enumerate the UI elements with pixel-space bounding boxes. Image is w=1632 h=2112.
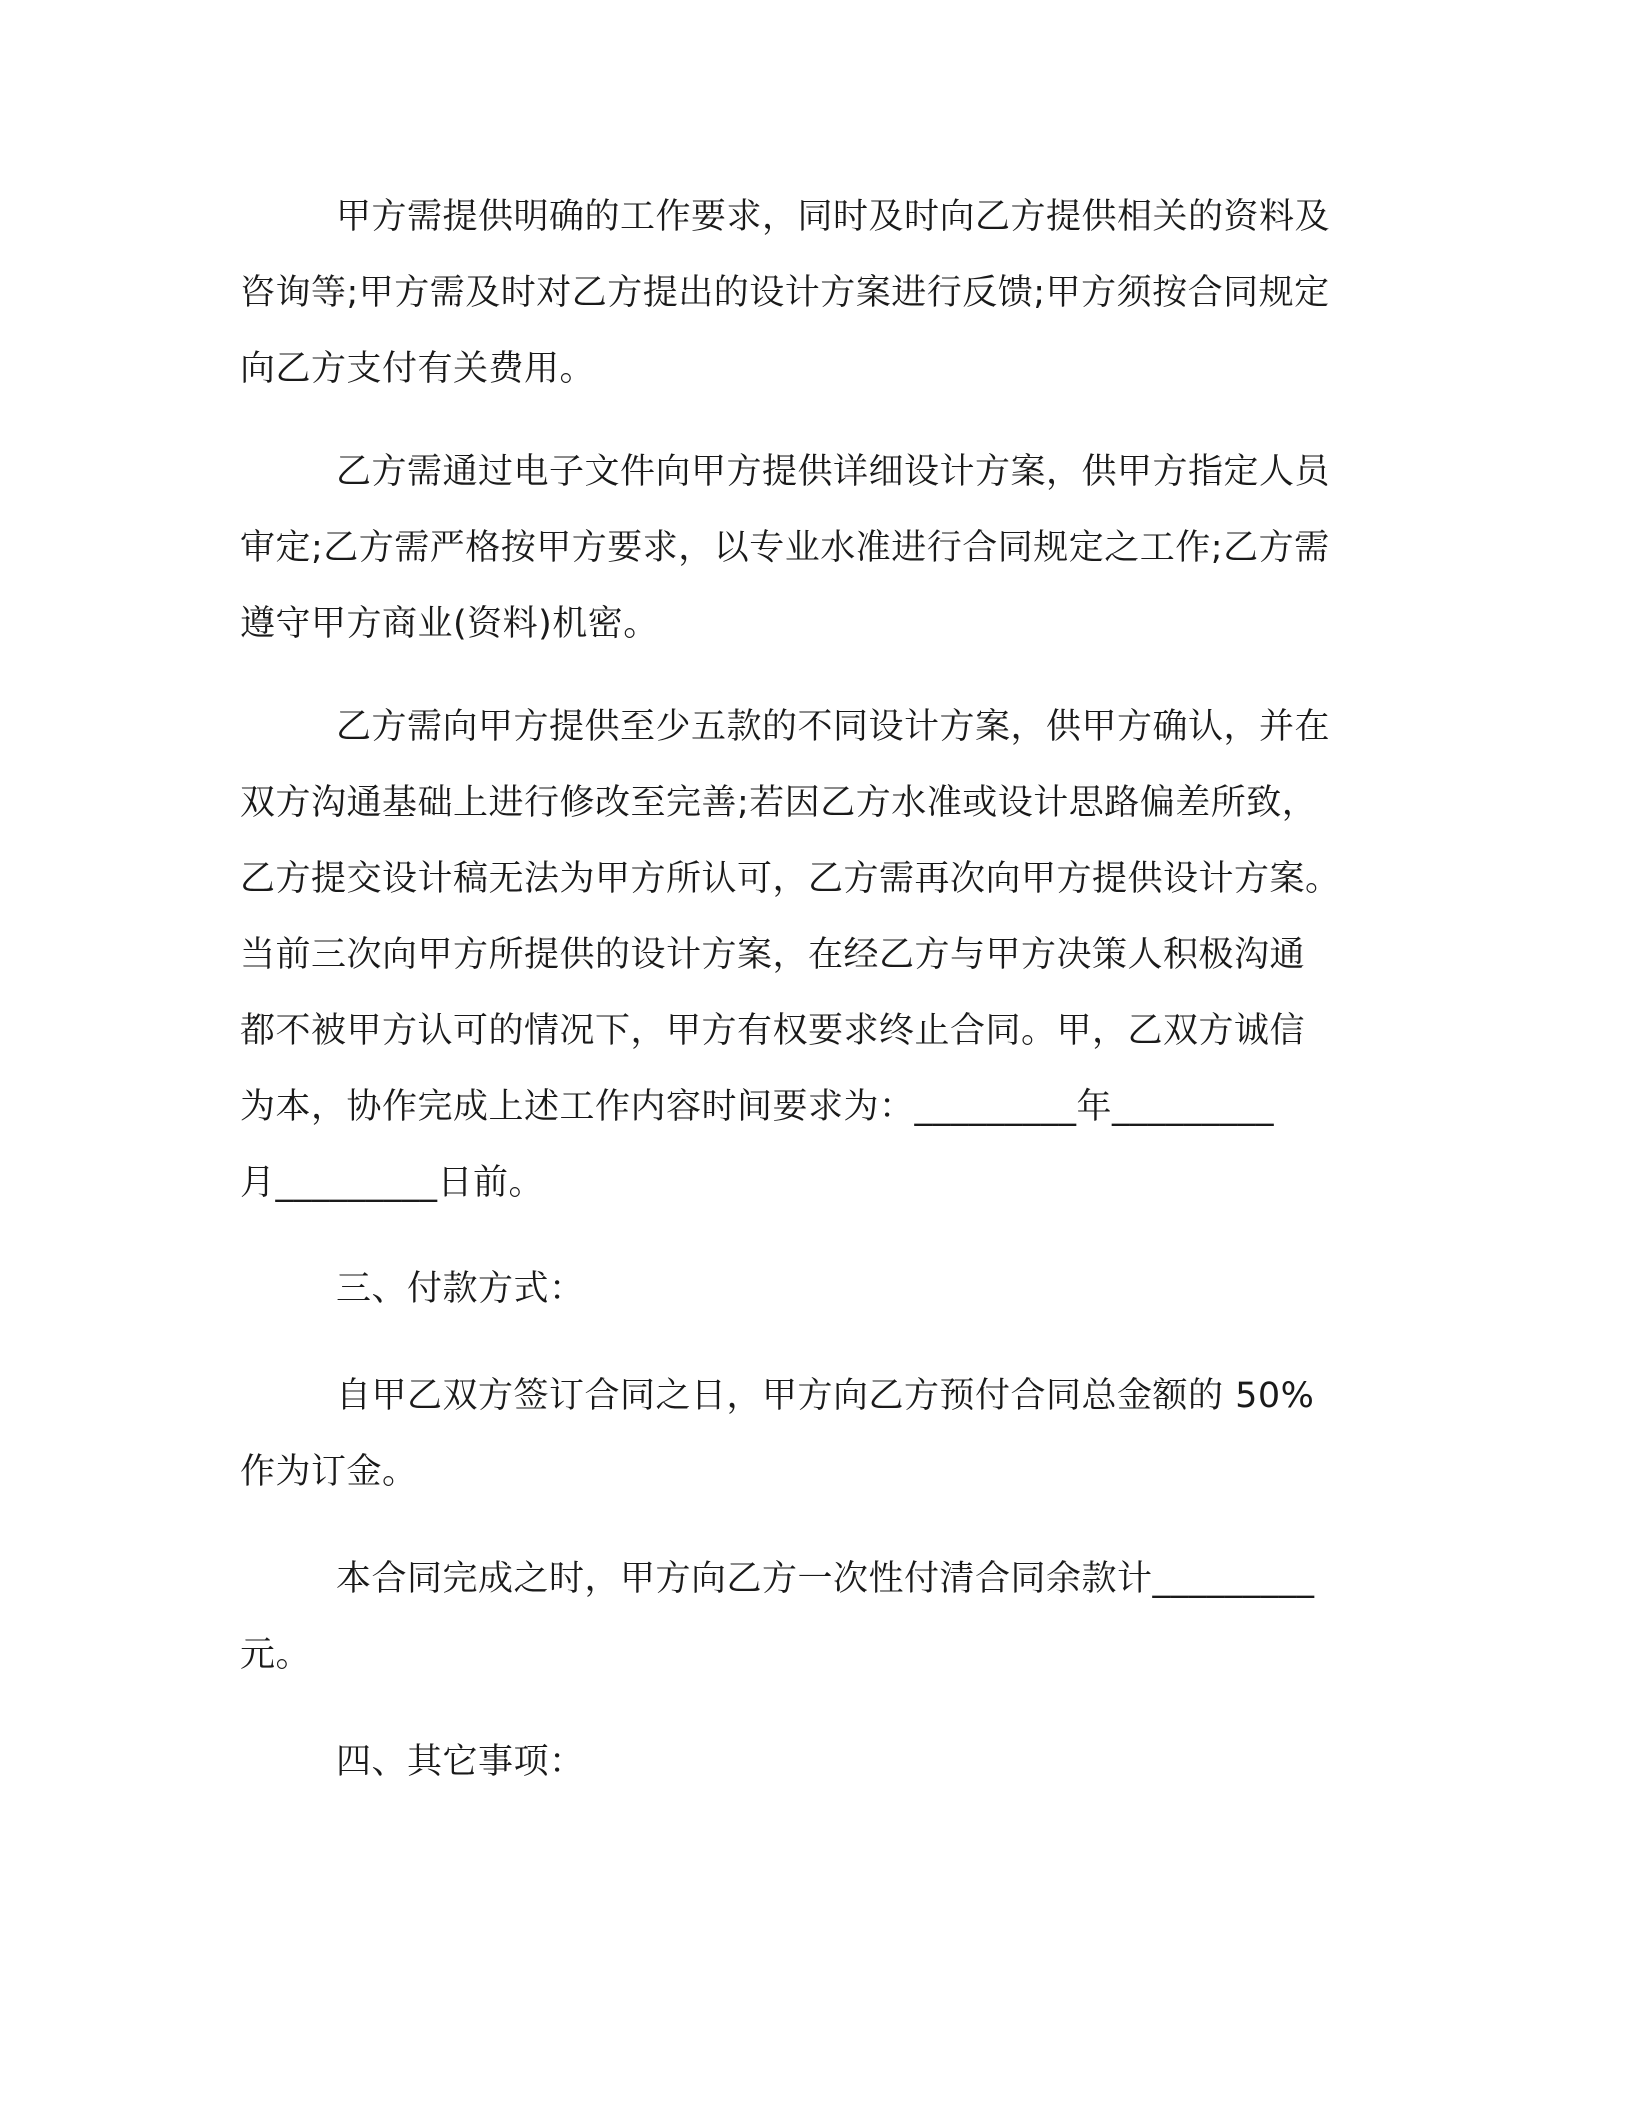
- paragraph-party-a-obligations: [240, 179, 1380, 407]
- section-heading-other-matters: [240, 1724, 1380, 1800]
- text-line: 咨询等;甲方需及时对乙方提出的设计方案进行反馈;甲方须按合同规定: [240, 273, 1330, 313]
- text-line: 元。: [240, 1635, 312, 1675]
- text-line: 乙方提交设计稿无法为甲方所认可，乙方需再次向甲方提供设计方案。: [240, 859, 1341, 899]
- text-line: 向乙方支付有关费用。: [240, 349, 596, 389]
- paragraph-party-b-obligations: [240, 434, 1380, 662]
- text-line: 当前三次向甲方所提供的设计方案，在经乙方与甲方决策人积极沟通: [240, 935, 1306, 975]
- text-line: 甲方需提供明确的工作要求，同时及时向乙方提供相关的资料及: [336, 197, 1331, 237]
- text-line: 本合同完成之时，甲方向乙方一次性付清合同余款计_________: [336, 1559, 1315, 1599]
- text-line: 遵守甲方商业(资料)机密。: [240, 604, 659, 644]
- heading-text: 四、其它事项：: [336, 1742, 585, 1782]
- heading-text: 三、付款方式：: [336, 1269, 585, 1309]
- text-line: 为本，协作完成上述工作内容时间要求为：_________年_________: [240, 1087, 1275, 1127]
- text-line: 自甲乙双方签订合同之日，甲方向乙方预付合同总金额的 50%: [336, 1376, 1315, 1416]
- paragraph-design-proposals: [240, 689, 1380, 1221]
- text-line: 月_________日前。: [240, 1163, 545, 1203]
- text-line: 都不被甲方认可的情况下，甲方有权要求终止合同。甲，乙双方诚信: [240, 1011, 1306, 1051]
- text-line: 审定;乙方需严格按甲方要求，以专业水准进行合同规定之工作;乙方需: [240, 528, 1330, 568]
- text-line: 双方沟通基础上进行修改至完善;若因乙方水准或设计思路偏差所致，: [240, 783, 1318, 823]
- section-heading-payment: [240, 1251, 1380, 1327]
- paragraph-balance: [240, 1541, 1380, 1693]
- text-line: 作为订金。: [240, 1452, 418, 1492]
- paragraph-deposit: [240, 1358, 1380, 1510]
- text-line: 乙方需向甲方提供至少五款的不同设计方案，供甲方确认，并在: [336, 707, 1331, 747]
- text-line: 乙方需通过电子文件向甲方提供详细设计方案，供甲方指定人员: [336, 452, 1331, 492]
